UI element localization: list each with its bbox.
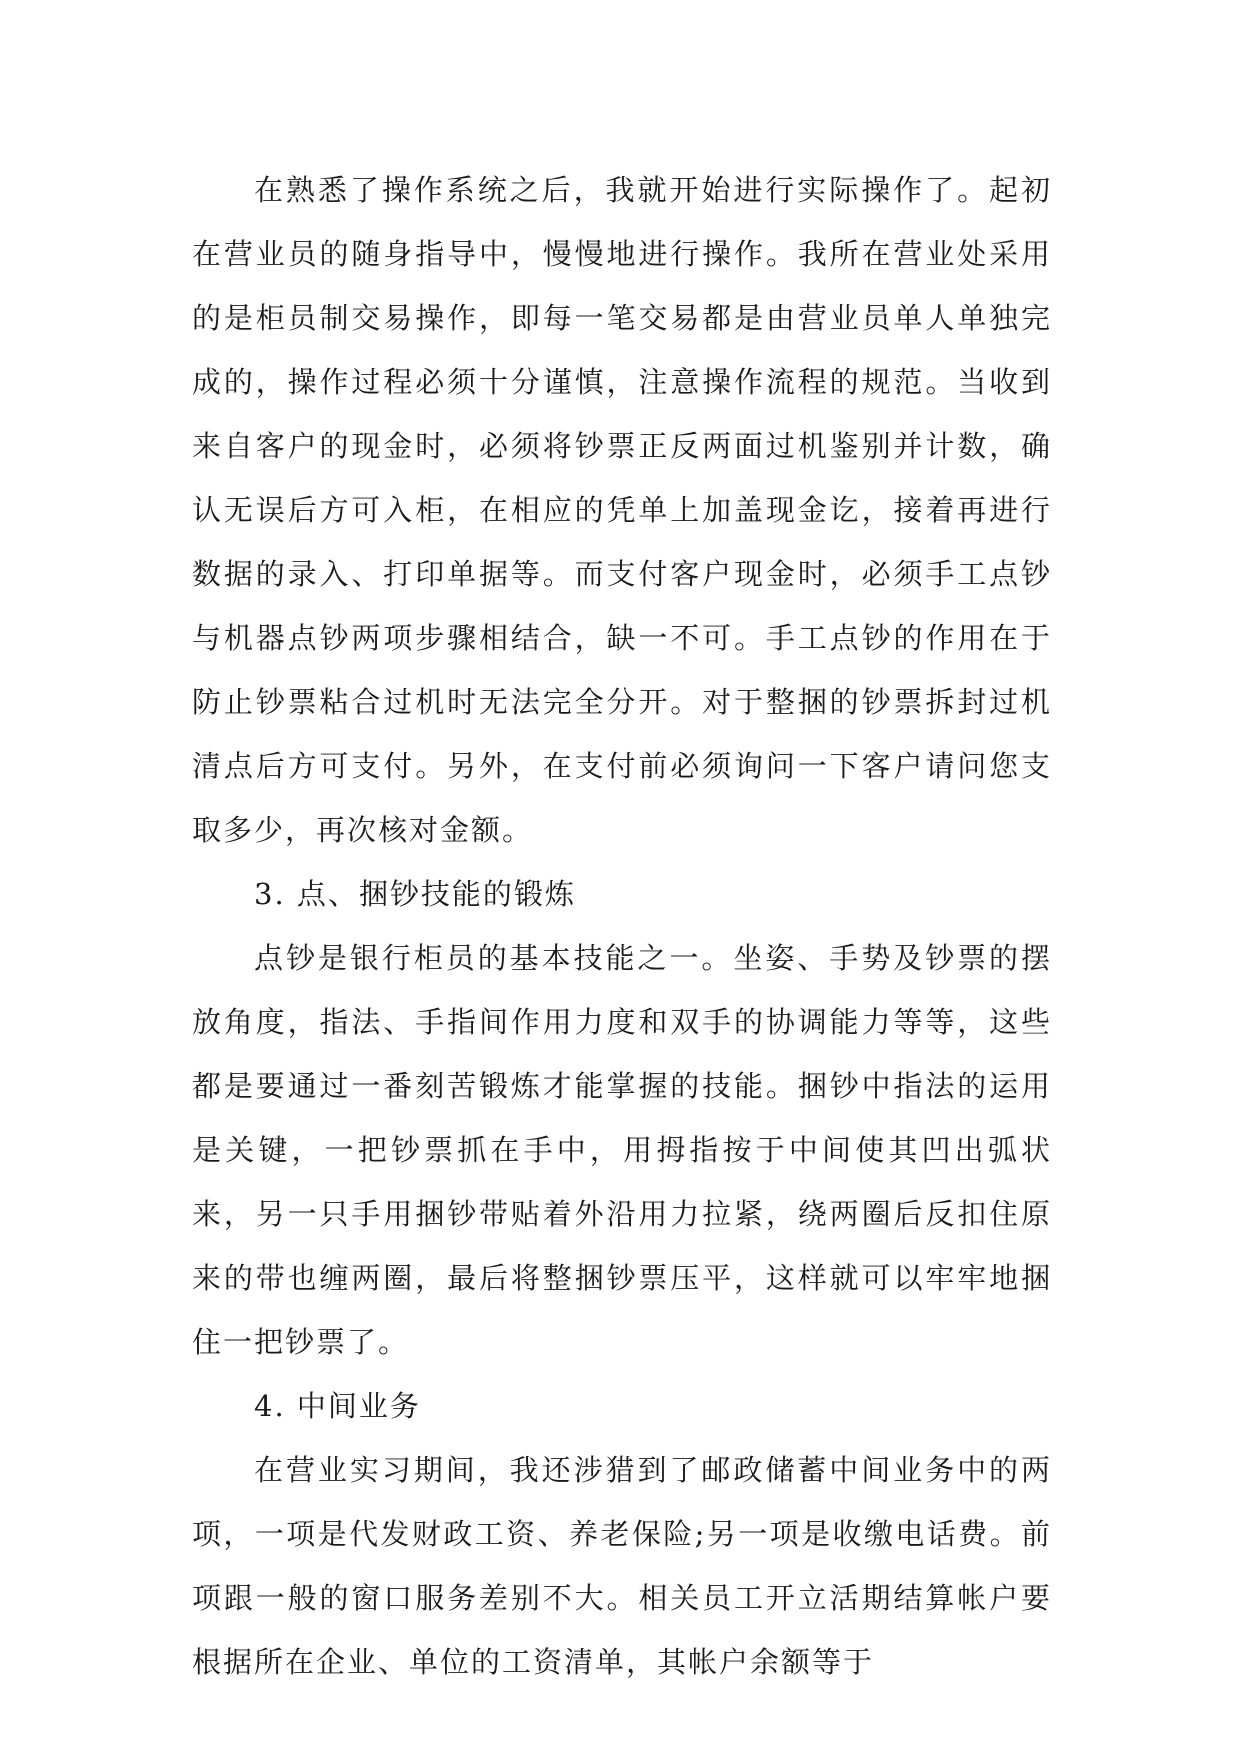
section-heading-intermediary-business: 4. 中间业务 <box>254 1389 421 1423</box>
document-body <box>192 158 1052 1694</box>
paragraph-teller-operations: 在熟悉了操作系统之后，我就开始进行实际操作了。起初在营业员的随身指导中，慢慢地进行操作。我所在营业处采用的是柜员制交易操作，即每一笔交易都是由营业员单人单独完成的，操作过程必须十分谨慎，注意操作流程的规范。当收到来自客户的现金时，必须将钞票正反两面过机鉴别并计数，确认无误后方可入柜，在相应的凭单上加盖现金讫，接着再进行数据的录入、打印单据等。而支付客户现金时，必须手工点钞与机器点钞两项步骤相结合，缺一不可。手工点钞的作用在于防止钞票粘合过机时无法完全分开。对于整捆的钞票拆封过机清点后方可支付。另外，在支付前必须询问一下客户请问您支取多少，再次核对金额。 <box>192 173 1052 847</box>
paragraph-counting-skills: 点钞是银行柜员的基本技能之一。坐姿、手势及钞票的摆放角度，指法、手指间作用力度和双手的协调能力等等，这些都是要通过一番刻苦锻炼才能掌握的技能。捆钞中指法的运用是关键，一把钞票抓在手中，用拇指按于中间使其凹出弧状来，另一只手用捆钞带贴着外沿用力拉紧，绕两圈后反扣住原来的带也缠两圈，最后将整捆钞票压平，这样就可以牢牢地捆住一把钞票了。 <box>192 941 1052 1359</box>
paragraph-intermediary-business: 在营业实习期间，我还涉猎到了邮政储蓄中间业务中的两项，一项是代发财政工资、养老保险;另一项是收缴电话费。前项跟一般的窗口服务差别不大。相关员工开立活期结算帐户要根据所在企业、单位的工资清单，其帐户余额等于 <box>192 1453 1052 1679</box>
section-heading-counting-skills: 3. 点、捆钞技能的锻炼 <box>254 877 576 911</box>
